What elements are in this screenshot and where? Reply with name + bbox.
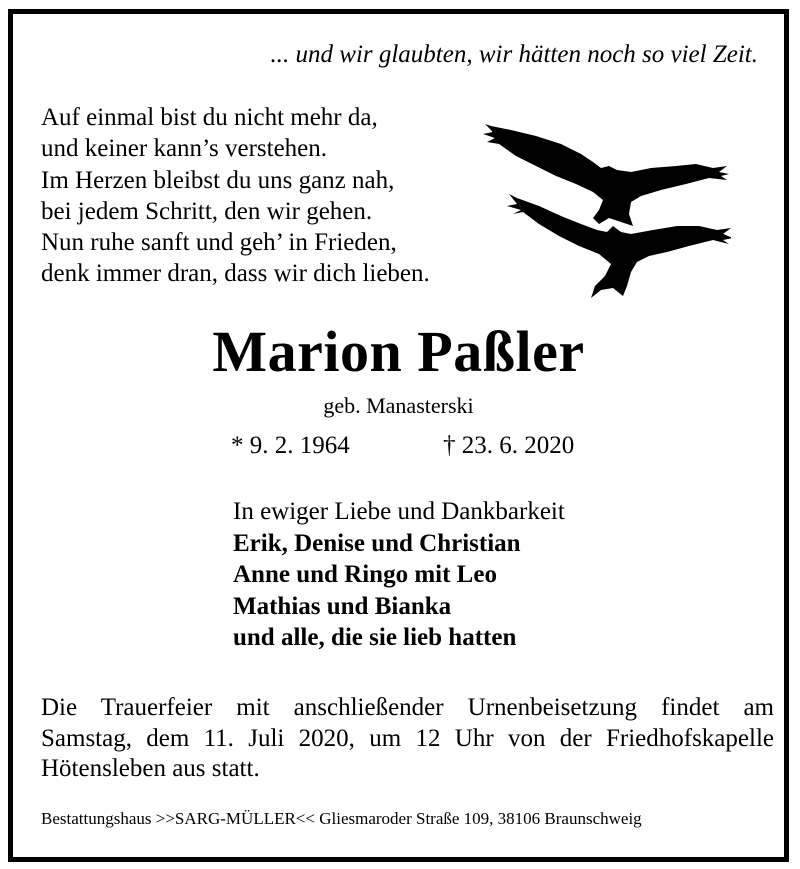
mourner-line: und alle, die sie lieb hatten (233, 624, 517, 651)
death-date: † 23. 6. 2020 (443, 432, 575, 459)
undertaker-footer: Bestattungshaus >>SARG-MÜLLER<< Gliesmaroder Straße 109, 38106 Braunschweig (41, 809, 642, 828)
funeral-line: Samstag, dem 11. Juli 2020, um 12 Uhr von der Friedhofskapelle (41, 724, 774, 752)
poem-line: und keiner kann’s verstehen. (41, 135, 328, 163)
mourner-line: Anne und Ringo mit Leo (233, 561, 497, 588)
mourner-line: Mathias und Bianka (233, 592, 452, 620)
mourners-block (233, 496, 565, 654)
funeral-notice (41, 693, 774, 785)
funeral-line: Hötensleben aus statt. (41, 755, 260, 782)
deceased-name: Marion Paßler (212, 319, 585, 384)
maiden-name: geb. Manasterski (323, 393, 474, 418)
funeral-line: Die Trauerfeier mit anschließender Urnenbeisetzung findet am (41, 694, 774, 721)
birth-date: * 9. 2. 1964 (231, 432, 350, 459)
poem-line: denk immer dran, dass wir dich lieben. (41, 260, 430, 288)
poem-line: Auf einmal bist du nicht mehr da, (41, 104, 378, 131)
poem-line: Nun ruhe sanft und geh’ in Frieden, (41, 229, 397, 257)
poem (41, 102, 430, 290)
motto-line: ... und wir glaubten, wir hätten noch so viel Zeit. (270, 41, 758, 68)
poem-line: Im Herzen bleibst du uns ganz nah, (41, 166, 395, 194)
birds-icon (481, 114, 731, 304)
mourners-intro: In ewiger Liebe und Dankbarkeit (233, 498, 565, 525)
obituary-frame (8, 9, 789, 862)
poem-line: bei jedem Schritt, den wir gehen. (41, 197, 373, 225)
mourner-line: Erik, Denise und Christian (233, 529, 521, 557)
